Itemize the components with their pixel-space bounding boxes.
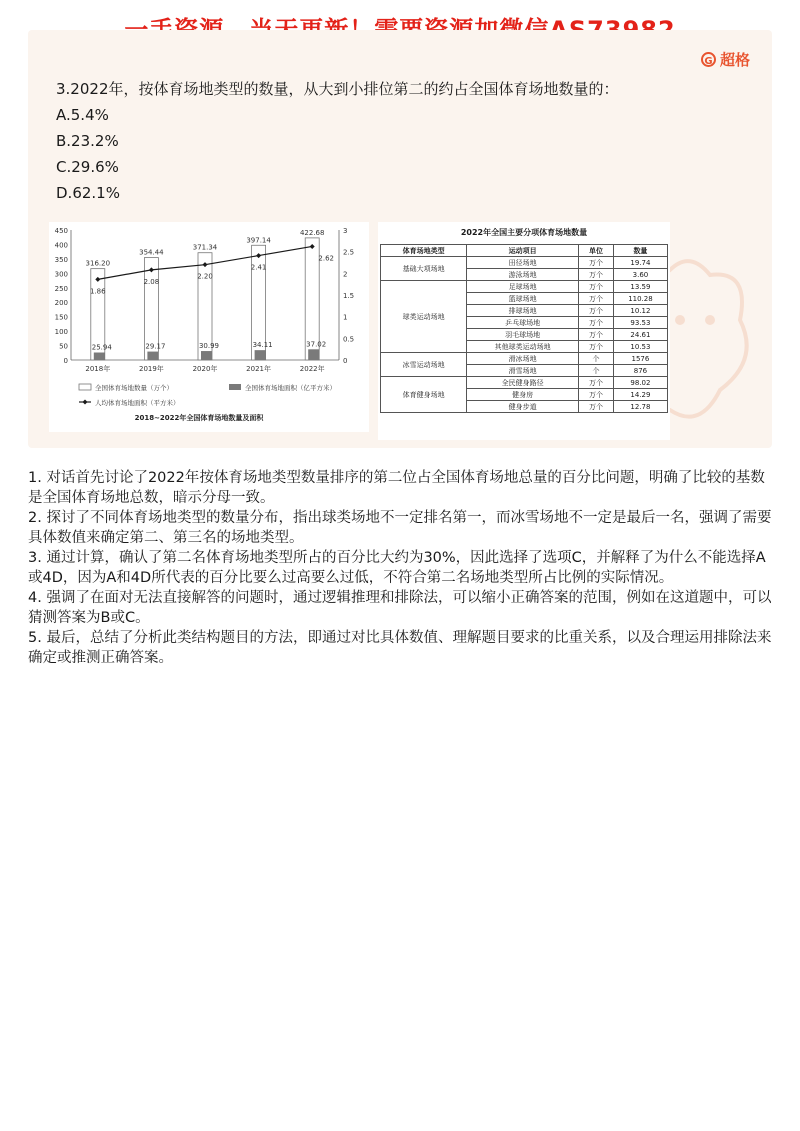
option-c[interactable]: C.29.6% [56,158,119,176]
area-bar-label: 37.02 [306,340,327,349]
table-cell: 14.29 [613,389,667,401]
table-header: 单位 [579,245,614,257]
per-capita-label: 2.20 [197,272,213,281]
summary-section [28,468,774,668]
area-bar [147,352,158,360]
table-cell: 110.28 [613,293,667,305]
legend-swatch-marker [83,400,88,405]
y-right-tick-label: 1.5 [343,292,355,300]
y-left-tick-label: 200 [54,299,68,308]
area-bar [94,353,105,360]
summary-paragraph: 1. 对话首先讨论了2022年按体育场地类型数量排序的第二位占全国体育场地总量的百分比问题，明确了比较的基数是全国体育场地总数，暗示分母一致。 [28,470,765,506]
chart-figure [49,222,369,432]
summary-paragraph: 2. 探讨了不同体育场地类型的数量分布，指出球类场地不一定排名第一，而冰雪场地不一定是最后一名，强调了需要具体数值来确定第二、第三名的场地类型。 [28,510,772,546]
y-right-tick-label: 0 [343,357,348,365]
table-cell: 876 [613,365,667,377]
table-cell: 排球场地 [467,305,579,317]
table-cell: 万个 [579,341,614,353]
table-cell: 13.59 [613,281,667,293]
x-tick-label: 2022年 [299,365,325,373]
table-cell: 健身步道 [467,401,579,413]
x-tick-label: 2021年 [246,365,272,373]
table-cell: 1576 [613,353,667,365]
table-header: 体育场地类型 [381,245,467,257]
per-capita-label: 1.86 [90,287,106,296]
count-bar-label: 354.44 [139,248,164,257]
y-left-tick-label: 350 [54,255,68,264]
summary-paragraph: 3. 通过计算，确认了第二名体育场地类型所占的百分比大约为30%，因此选择了选项C，并解释了为什么不能选择A或4D，因为A和4D所代表的百分比要么过高要么过低，不符合第二名场地类型所占比例的实际情况。 [28,550,766,586]
table-cell: 万个 [579,329,614,341]
table-cell: 10.53 [613,341,667,353]
y-right-tick-label: 3 [343,227,348,235]
table-row [381,281,668,293]
chart-title: 2018~2022年全国体育场地数量及面积 [134,414,264,422]
data-table-figure [378,222,670,440]
table-cell: 田径场地 [467,257,579,269]
count-bar-label: 316.20 [85,259,111,268]
table-cell: 万个 [579,281,614,293]
option-b[interactable]: B.23.2% [56,132,119,150]
brand-name: 超格 [719,51,750,69]
table-cell: 全民健身路径 [467,377,579,389]
y-right-tick-label: 2.5 [343,248,355,257]
table-title: 2022年全国主要分项体育场地数量 [460,228,588,237]
y-left-tick-label: 0 [63,357,68,365]
legend-swatch-area [229,384,241,390]
table-cell: 万个 [579,389,614,401]
table-cell: 19.74 [613,257,667,269]
legend-label: 人均体育场地面积（平方米） [95,399,180,407]
per-capita-label: 2.41 [250,263,267,272]
option-a[interactable]: A.5.4% [56,106,109,124]
table-cell: 个 [579,365,614,377]
y-left-tick-label: 150 [54,313,68,322]
table-row [381,257,668,269]
table-cell: 10.12 [613,305,667,317]
y-left-tick-label: 250 [54,284,68,293]
table-cell-type: 冰雪运动场地 [381,353,467,377]
table-cell: 滑雪场地 [467,365,579,377]
y-left-tick-label: 400 [54,241,68,250]
area-bar [255,350,266,360]
y-left-tick-label: 450 [54,227,68,235]
count-bar-label: 422.68 [299,228,325,237]
table-cell: 万个 [579,293,614,305]
x-tick-label: 2019年 [138,365,164,373]
table-cell: 万个 [579,305,614,317]
table-cell: 万个 [579,257,614,269]
table-cell-type: 球类运动场地 [381,281,467,353]
count-bar-label: 371.34 [192,243,218,252]
legend-swatch-count [79,384,91,390]
area-bar-label: 34.11 [252,341,273,350]
table-row [381,377,668,389]
table-cell: 滑冰场地 [467,353,579,365]
x-tick-label: 2020年 [192,365,218,373]
brand-logo [701,49,750,70]
table-cell: 24.61 [613,329,667,341]
area-bar [308,349,319,360]
per-capita-label: 2.62 [318,254,334,263]
count-bar-label: 397.14 [246,236,271,245]
y-right-tick-label: 2 [343,270,348,279]
table-cell-type: 基础大项场地 [381,257,467,281]
table-row [381,353,668,365]
area-bar [201,351,212,360]
table-cell: 12.78 [613,401,667,413]
table-cell: 足球场地 [467,281,579,293]
table-cell: 万个 [579,377,614,389]
table-header: 运动项目 [467,245,579,257]
area-bar-label: 25.94 [91,343,112,352]
x-tick-label: 2018年 [85,365,111,373]
y-left-tick-label: 300 [54,270,68,279]
per-capita-label: 2.08 [143,277,160,286]
y-left-tick-label: 50 [59,342,68,351]
table-header: 数量 [613,245,667,257]
table-cell: 3.60 [613,269,667,281]
table-cell: 篮球场地 [467,293,579,305]
table-cell: 万个 [579,317,614,329]
y-left-tick-label: 100 [54,328,68,337]
combo-chart [49,222,369,432]
legend-label: 全国体育场地数量（万个） [95,384,173,392]
question-text: 3.2022年，按体育场地类型的数量，从大到小排位第二的约占全国体育场地数量的： [56,80,619,98]
sports-venue-table [380,244,668,413]
table-cell: 乒乓球场地 [467,317,579,329]
option-d[interactable]: D.62.1% [56,184,120,202]
area-bar-label: 30.99 [198,342,220,351]
table-cell: 健身房 [467,389,579,401]
area-bar-label: 29.17 [145,342,166,351]
table-cell: 93.53 [613,317,667,329]
brand-g-icon: G [701,52,716,67]
y-right-tick-label: 1 [343,313,348,322]
table-cell: 羽毛球场地 [467,329,579,341]
table-cell: 万个 [579,269,614,281]
legend-label: 全国体育场地面积（亿平方米） [245,384,336,392]
table-cell: 游泳场地 [467,269,579,281]
table-cell: 个 [579,353,614,365]
table-cell-type: 体育健身场地 [381,377,467,413]
y-right-tick-label: 0.5 [343,335,355,344]
summary-paragraph: 4. 强调了在面对无法直接解答的问题时，通过逻辑推理和排除法，可以缩小正确答案的范围，例如在这道题中，可以猜测答案为B或C。 [28,590,772,626]
table-cell: 其他球类运动场地 [467,341,579,353]
table-cell: 万个 [579,401,614,413]
table-cell: 98.02 [613,377,667,389]
summary-paragraph: 5. 最后，总结了分析此类结构题目的方法，即通过对比具体数值、理解题目要求的比重关系，以及合理运用排除法来确定或推测正确答案。 [28,630,772,666]
